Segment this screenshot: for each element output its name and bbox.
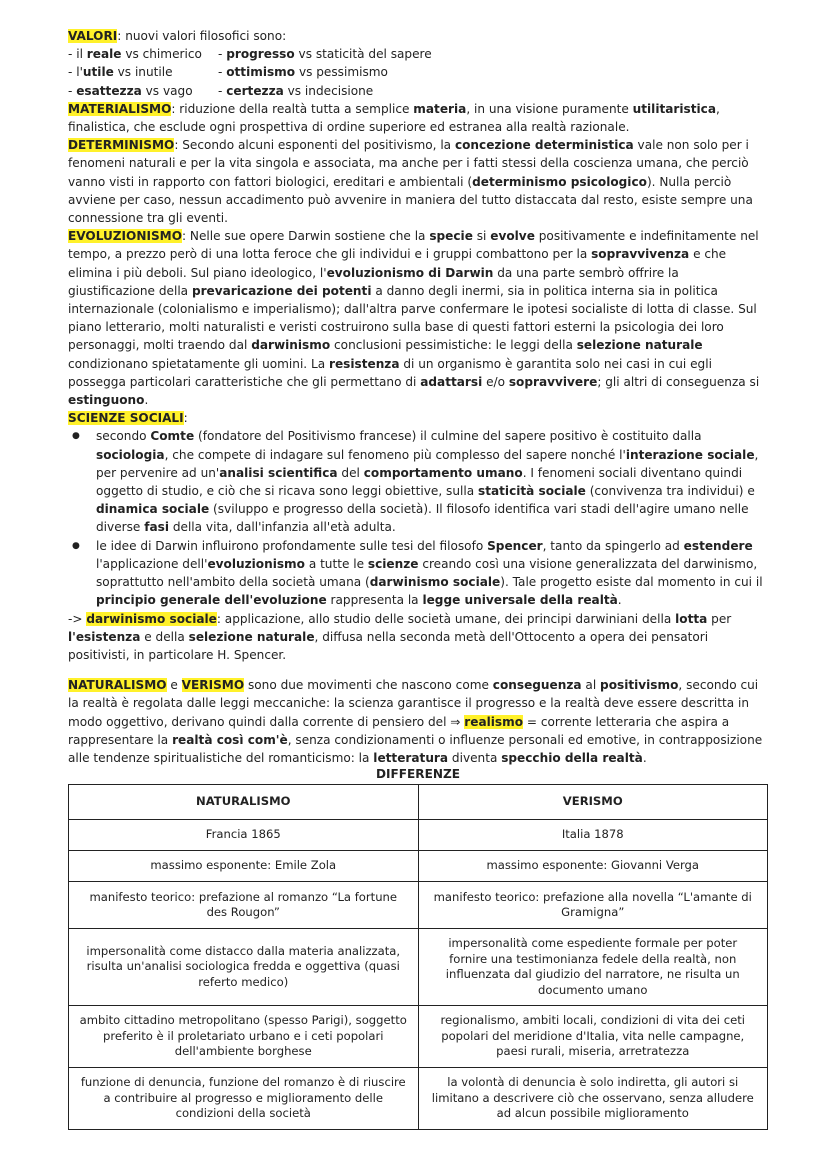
verismo-label: VERISMO (181, 678, 245, 693)
document-page (68, 27, 768, 1130)
table-cell: manifesto teorico: prefazione al romanzo “La fortune des Rougon” (69, 882, 419, 929)
darwinismo-sociale-label: darwinismo sociale (86, 611, 217, 626)
list-item: ● secondo Comte (fondatore del Positivismo francese) il culmine del sapere positivo è costituito dalla sociologia, che compete di indagare sul fenomeno più complesso del sapere nonché l'interazione sociale, per pervenire ad un'analisi scientifica del comportamento umano. I fenomeni sociali diventano quindi oggetto di studio, e ciò che si ricava sono leggi obiettive, sulla staticità sociale (convivenza tra individui) e dinamica sociale (sviluppo e progresso della società). Il filosofo identifica vari stadi dell'agire umano nelle diverse fasi della vita, dall'infanzia all'età adulta. (96, 427, 768, 536)
table-cell: impersonalità come espediente formale per poter fornire una testimonianza fedele della realtà, non influenzata dal giudizio del narratore, ne risulta un documento umano (418, 929, 768, 1006)
table-cell: regionalismo, ambiti locali, condizioni di vita dei ceti popolari del meridione d'Italia, vita nelle campagne, paesi rurali, miseria, arretratezza (418, 1006, 768, 1068)
naturalismo-verismo-paragraph: NATURALISMO e VERISMO sono due movimenti che nascono come conseguenza al positivismo, secondo cui la realtà è regolata dalle leggi meccaniche: la scienza garantisce il progresso e la realtà deve essere descritta in modo oggettivo, derivano quindi dalla corrente di pensiero del ⇒ realismo = corrente letteraria che aspira a rappresentare la realtà così com'è, senza condizionamenti o influenze personali ed emotive, in contrapposizione alle tendenze spiritualistiche del romanticismo: la letteratura diventa specchio della realtà. (68, 678, 763, 765)
table-cell: ambito cittadino metropolitano (spesso Parigi), soggetto preferito è il proletariato urbano e i ceti popolari dell'ambiente borghese (69, 1006, 419, 1068)
valori-item: - il reale vs chimerico (68, 47, 202, 62)
valori-label: VALORI (68, 29, 118, 43)
valori-item: - esattezza vs vago (68, 83, 193, 98)
list-item: ● le idee di Darwin influirono profondamente sulle tesi del filosofo Spencer, tanto da spingerlo ad estendere l'applicazione dell'evoluzionismo a tutte le scienze creando così una visione generalizzata del darwinismo, soprattutto nell'ambito della società umana (darwinismo sociale). Tale progetto esiste dal momento in cui il principio generale dell'evoluzione rappresenta la legge universale della realtà. (96, 537, 768, 610)
darwinismo-sociale-paragraph: -> darwinismo sociale: applicazione, allo studio delle società umane, dei principi darwiniani della lotta per l'esistenza e della selezione naturale, diffusa nella seconda metà dell'Ottocento a opera dei pensatori positivisti, in particolare H. Spencer. (68, 611, 732, 662)
table-cell: Francia 1865 (69, 820, 419, 851)
valori-list (68, 45, 768, 100)
table-header-cell: VERISMO (418, 785, 768, 820)
table-cell: Italia 1878 (418, 820, 768, 851)
determinismo-label: DETERMINISMO (68, 138, 175, 153)
table-cell: massimo esponente: Giovanni Verga (418, 851, 768, 882)
determinismo-paragraph: DETERMINISMO: Secondo alcuni esponenti del positivismo, la concezione deterministica vale non solo per i fenomeni naturali e per la vita singola e associata, ma anche per i fatti stessi della coscienza umana, che perciò vanno visti in rapporto con fattori biologici, ereditari e ambientali (determinismo psicologico). Nulla perciò avviene per caso, nessun accadimento può avvenire in maniera del tutto distaccata dal resto, esiste sempre una connessione tra gli eventi. (68, 138, 753, 226)
table-cell: manifesto teorico: prefazione alla novella “L'amante di Gramigna” (418, 882, 768, 929)
valori-item: - ottimismo vs pessimismo (218, 65, 388, 80)
scienze-sociali-heading: SCIENZE SOCIALI: (68, 411, 188, 426)
materialismo-paragraph: MATERIALISMO: riduzione della realtà tutta a semplice materia, in una visione puramente utilitaristica, finalistica, che esclude ogni prospettiva di ordine superiore ed estranea alla realtà razionale. (68, 101, 720, 135)
table-row (69, 882, 768, 929)
valori-item: - l'utile vs inutile (68, 65, 173, 80)
table-row (69, 851, 768, 882)
table-title: DIFFERENZE (375, 767, 461, 782)
materialismo-label: MATERIALISMO (68, 101, 172, 116)
scienze-sociali-list (68, 427, 768, 609)
table-row (69, 929, 768, 1006)
naturalismo-label: NATURALISMO (68, 678, 167, 693)
table-cell: la volontà di denuncia è solo indiretta, gli autori si limitano a descrivere ciò che osservano, senza alludere ad alcun possibile miglioramento (418, 1068, 768, 1130)
scienze-sociali-label: SCIENZE SOCIALI (68, 411, 184, 426)
table-row (69, 1006, 768, 1068)
spacer (68, 664, 768, 676)
table-cell: impersonalità come distacco dalla materia analizzata, risulta un'analisi sociologica fredda e oggettiva (quasi referto medico) (69, 929, 419, 1006)
table-row (69, 1068, 768, 1130)
evoluzionismo-paragraph: EVOLUZIONISMO: Nelle sue opere Darwin sostiene che la specie si evolve positivamente e indefinitamente nel tempo, a prezzo però di una lotta feroce che gli individui e i gruppi combattono per la sopravvivenza e che elimina i più deboli. Sul piano ideologico, l'evoluzionismo di Darwin da una parte sembrò offrire la giustificazione della prevaricazione dei potenti a danno degli inermi, sia in politica interna sia in politica internazionale (colonialismo e imperialismo); dall'altra parve confermare le ipotesi socialiste di lotta di classe. Sul piano letterario, molti naturalisti e veristi costruirono sulla base di questi fattori esterni la psicologia dei loro personaggi, molti traendo dal darwinismo conclusioni pessimistiche: le leggi della selezione naturale condizionano spietatamente gli uomini. La resistenza di un organismo è garantita solo nei casi in cui egli possegga particolari caratteristiche che gli permettano di adattarsi e/o sopravvivere; gli altri di conseguenza si estinguono. (68, 229, 760, 408)
differences-table (68, 784, 768, 1130)
table-header-cell: NATURALISMO (69, 785, 419, 820)
valori-item: - certezza vs indecisione (218, 83, 374, 98)
realismo-label: realismo (464, 714, 524, 729)
table-header-row (69, 785, 768, 820)
table-row (69, 820, 768, 851)
valori-item: - progresso vs staticità del sapere (218, 47, 432, 62)
evoluzionismo-label: EVOLUZIONISMO (68, 229, 182, 244)
table-cell: funzione di denuncia, funzione del romanzo è di riuscire a contribuire al progresso e miglioramento delle condizioni della società (69, 1068, 419, 1130)
table-cell: massimo esponente: Emile Zola (69, 851, 419, 882)
valori-intro: VALORI: nuovi valori filosofici sono: (68, 29, 287, 43)
